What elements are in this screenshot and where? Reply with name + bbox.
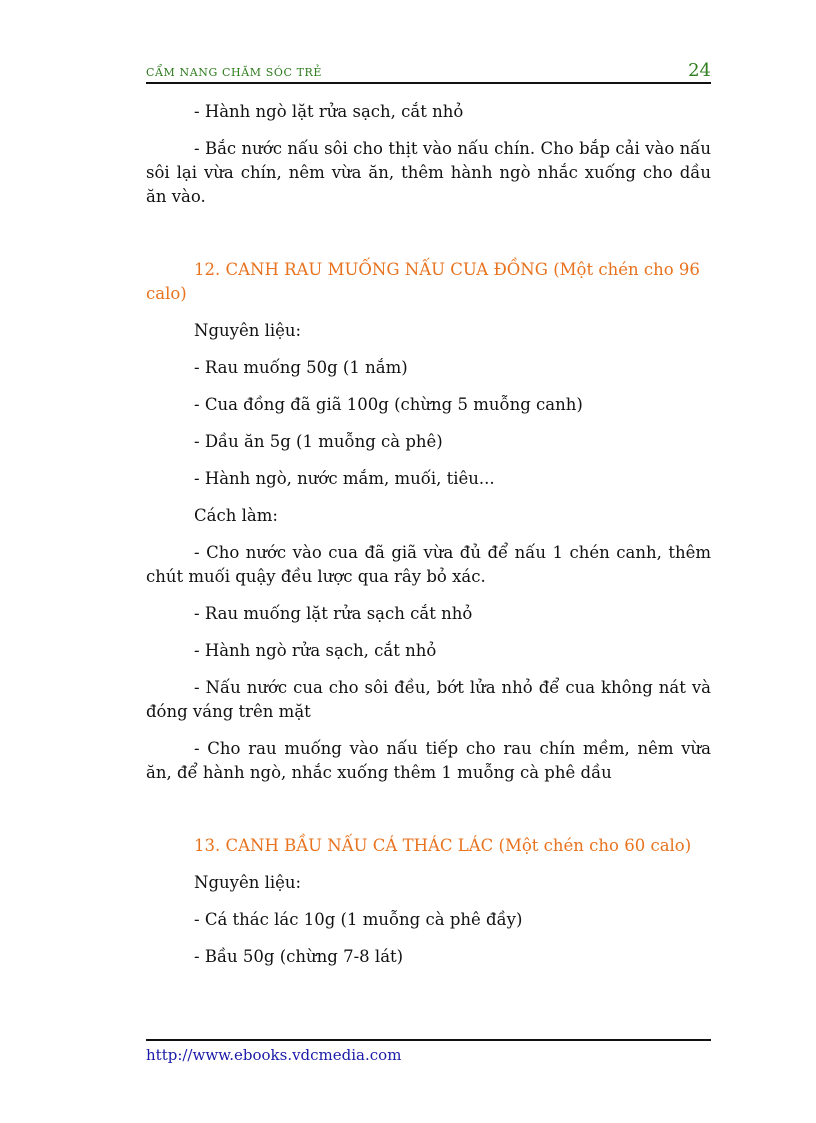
footer-divider [146, 1039, 711, 1041]
page-header [146, 60, 711, 82]
paragraph: - Hành ngò lặt rửa sạch, cắt nhỏ [194, 102, 464, 121]
recipe-13-calories: (Một chén cho 60 calo) [498, 836, 692, 855]
section-gap [146, 222, 711, 258]
method-step: - Cho rau muống vào nấu tiếp cho rau chín mềm, nêm vừa ăn, để hành ngò, nhắc xuống thêm 1 muỗng cà phê dầu [146, 739, 711, 782]
ingredient-item: - Hành ngò, nước mắm, muối, tiêu... [194, 469, 495, 488]
ingredient-item: - Rau muống 50g (1 nắm) [194, 358, 408, 377]
recipe-12-heading [146, 258, 711, 306]
recipe-12-title: 12. CANH RAU MUỐNG NẤU CUA ĐỒNG [194, 260, 548, 279]
ingredient-item: - Bầu 50g (chừng 7-8 lát) [194, 947, 404, 966]
recipe-13-title: 13. CANH BẦU NẤU CÁ THÁC LÁC [194, 836, 494, 855]
header-divider [146, 82, 711, 84]
ingredient-item: - Dầu ăn 5g (1 muỗng cà phê) [194, 432, 443, 451]
recipe-13-heading [146, 834, 711, 858]
method-label: Cách làm: [194, 506, 278, 525]
method-step: - Nấu nước cua cho sôi đều, bớt lửa nhỏ để cua không nát và đóng váng trên mặt [146, 678, 711, 721]
ingredients-label: Nguyên liệu: [194, 321, 302, 340]
method-step: - Hành ngò rửa sạch, cắt nhỏ [194, 641, 437, 660]
book-title: CẨM NANG CHĂM SÓC TRẺ [146, 66, 323, 79]
paragraph: - Bắc nước nấu sôi cho thịt vào nấu chín. Cho bắp cải vào nấu sôi lại vừa chín, nêm vừa ăn, thêm hành ngò nhắc xuống cho dầu ăn vào. [146, 139, 711, 206]
ingredient-item: - Cá thác lác 10g (1 muỗng cà phê đầy) [194, 910, 523, 929]
ingredients-label: Nguyên liệu: [194, 873, 302, 892]
ingredient-item: - Cua đồng đã giã 100g (chừng 5 muỗng canh) [194, 395, 583, 414]
page-number: 24 [688, 60, 711, 81]
method-step: - Rau muống lặt rửa sạch cắt nhỏ [194, 604, 473, 623]
page-content [146, 100, 711, 982]
recipe-12-calories: (Một chén cho 96 calo) [146, 260, 700, 303]
section-gap [146, 798, 711, 834]
method-step: - Cho nước vào cua đã giã vừa đủ để nấu 1 chén canh, thêm chút muối quậy đều lược qua rây bỏ xác. [146, 543, 711, 586]
footer-link[interactable]: http://www.ebooks.vdcmedia.com [146, 1046, 402, 1064]
